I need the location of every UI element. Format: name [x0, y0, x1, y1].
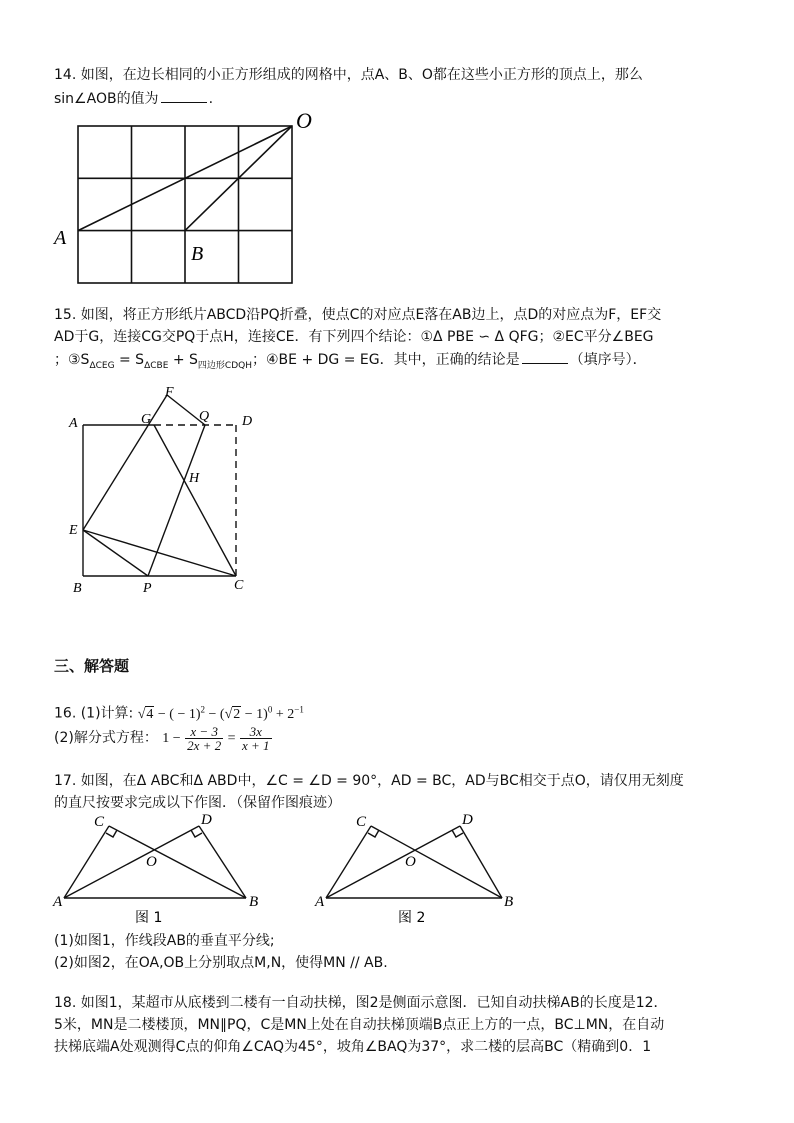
- q17-fig1-segment-AC: [64, 826, 109, 898]
- q14-label-A: A: [54, 227, 67, 249]
- q15-label-E: E: [69, 523, 78, 538]
- q15-text: ；③S: [54, 352, 90, 368]
- q16-term: − (: [205, 706, 225, 722]
- q17-fig1-right-angle-D: [191, 830, 202, 837]
- q16-exponent: −1: [294, 704, 304, 714]
- q16-exponent: 0: [267, 704, 273, 714]
- q16-numerator: 3x: [240, 725, 272, 739]
- q15-text: + S: [168, 352, 198, 368]
- q14-label-O: O: [296, 108, 312, 133]
- q16-sqrt-2: 2: [233, 706, 241, 722]
- q17-fig1-caption: 图 1: [135, 910, 163, 926]
- q16-part1: [54, 700, 304, 724]
- q17-task1: (1)如图1，作线段AB的垂直平分线;: [54, 933, 275, 949]
- q15-label-A: A: [69, 416, 78, 431]
- q18-line2: 5米，MN是二楼楼顶，MN∥PQ，C是MN上处在自动扶梯顶端B点正上方的一点，BC⊥MN，在自动: [54, 1017, 665, 1033]
- q14-label-B: B: [191, 243, 204, 265]
- q17-line1: 17. 如图，在Δ ABC和Δ ABD中，∠C = ∠D = 90°，AD = BC，AD与BC相交于点O，请仅用无刻度: [54, 773, 684, 789]
- q17-fig2-segment-AD: [326, 826, 460, 898]
- section-title: 三、解答题: [54, 657, 130, 675]
- q17-fig1-label-A: A: [53, 894, 63, 910]
- q16-part2: [54, 724, 272, 753]
- q14-grid-figure: [40, 100, 340, 290]
- q17-fig1-label-C: C: [94, 814, 105, 830]
- q15-text: ；④BE + DG = EG．其中，正确的结论是: [252, 352, 520, 368]
- q17-fig2-segment-BC: [371, 826, 502, 898]
- q15-line2: AD于G，连接CG交PQ于点H，连接CE．有下列四个结论：①Δ PBE ∽ Δ QFG；②EC平分∠BEG: [54, 329, 654, 345]
- q15-text: （填序号）．: [569, 352, 647, 368]
- q17-fig1-segment-BD: [199, 826, 246, 898]
- q14-line1: 14. 如图，在边长相同的小正方形组成的网格中，点A、B、O都在这些小正方形的顶点上，那么: [54, 67, 643, 83]
- q15-subscript: ΔCEG: [89, 360, 115, 371]
- q16-fraction-left: [185, 725, 223, 752]
- q16-exponent: 2: [200, 704, 206, 714]
- q15-segment-GC: [154, 425, 236, 576]
- q15-segment-QP: [148, 425, 205, 576]
- q17-fig2-label-A: A: [315, 894, 325, 910]
- q15-label-P: P: [143, 581, 152, 596]
- q17-fig2-label-B: B: [504, 894, 514, 910]
- q15-label-C: C: [234, 578, 244, 593]
- q16-part2-label: (2)解分式方程：: [54, 730, 158, 746]
- q17-fig2-label-D: D: [462, 812, 473, 828]
- q15-label-G: G: [141, 412, 152, 427]
- q18-line3: 扶梯底端A处观测得C点的仰角∠CAQ为45°，坡角∠BAQ为37°，求二楼的层高BC（精确到0．1: [54, 1039, 652, 1055]
- q15-answer-blank[interactable]: [522, 350, 568, 364]
- q15-label-B: B: [73, 581, 82, 596]
- q15-line3: [54, 350, 647, 375]
- q15-label-H: H: [189, 471, 200, 486]
- q16-part2-lead: 1 −: [162, 731, 181, 746]
- q17-fig2-right-angle-C: [368, 830, 379, 837]
- q15-line1: 15. 如图，将正方形纸片ABCD沿PQ折叠，使点C的对应点E落在AB边上，点D的对应点为F，EF交: [54, 307, 662, 323]
- q16-denominator: 2x + 2: [187, 737, 222, 753]
- q15-label-F: F: [165, 385, 174, 400]
- q16-fraction-right: [240, 725, 272, 752]
- q17-fig1-label-D: D: [201, 812, 212, 828]
- q17-figures: [50, 808, 520, 930]
- q15-subscript: ΔCBE: [144, 360, 169, 371]
- q17-fig1-label-B: B: [249, 894, 259, 910]
- q16-term: − 1): [241, 706, 268, 722]
- q16-numerator: x − 3: [185, 725, 223, 739]
- q15-label-Q: Q: [199, 409, 210, 424]
- q17-fig2-label-C: C: [356, 814, 367, 830]
- q15-label-D: D: [242, 414, 253, 429]
- q16-sqrt-4: 4: [146, 706, 154, 722]
- q15-segment-EC: [83, 530, 236, 576]
- q17-fig2-segment-AC: [326, 826, 371, 898]
- q17-line2: 的直尺按要求完成以下作图．（保留作图痕迹）: [54, 795, 341, 811]
- q14-line2-suffix: .: [208, 91, 214, 107]
- q16-term: − ( − 1): [154, 706, 201, 722]
- q16-part1-label: 16. (1)计算:: [54, 705, 134, 722]
- q17-fig2-label-O: O: [405, 854, 416, 870]
- q14-line2-prefix: sin∠AOB的值为: [54, 91, 159, 107]
- q18-line1: 18. 如图1，某超市从底楼到二楼有一自动扶梯，图2是侧面示意图．已知自动扶梯AB的长度是12．: [54, 995, 668, 1011]
- q17-fig1-label-O: O: [146, 854, 157, 870]
- q16-part1-expression: √4 − ( − $1)^2 - (√2 - 1)^0 + 2^{-1}$: [137, 704, 304, 722]
- q17-fig2-caption: 图 2: [398, 910, 426, 926]
- q15-segment-EF: [83, 395, 167, 530]
- q17-fig1-right-angle-C: [106, 830, 117, 837]
- q15-text: = S: [114, 352, 145, 368]
- q16-denominator: x + 1: [242, 737, 270, 753]
- q17-task2: (2)如图2，在OA,OB上分别取点M,N，使得MN // AB.: [54, 955, 388, 971]
- q16-equals: =: [227, 731, 236, 746]
- q17-fig2-right-angle-D: [452, 830, 463, 837]
- q16-term: + 2: [272, 706, 295, 722]
- q15-subscript: 四边形CDQH: [197, 360, 252, 371]
- q15-fold-figure: [60, 380, 270, 600]
- q15-segment-EP: [83, 530, 148, 576]
